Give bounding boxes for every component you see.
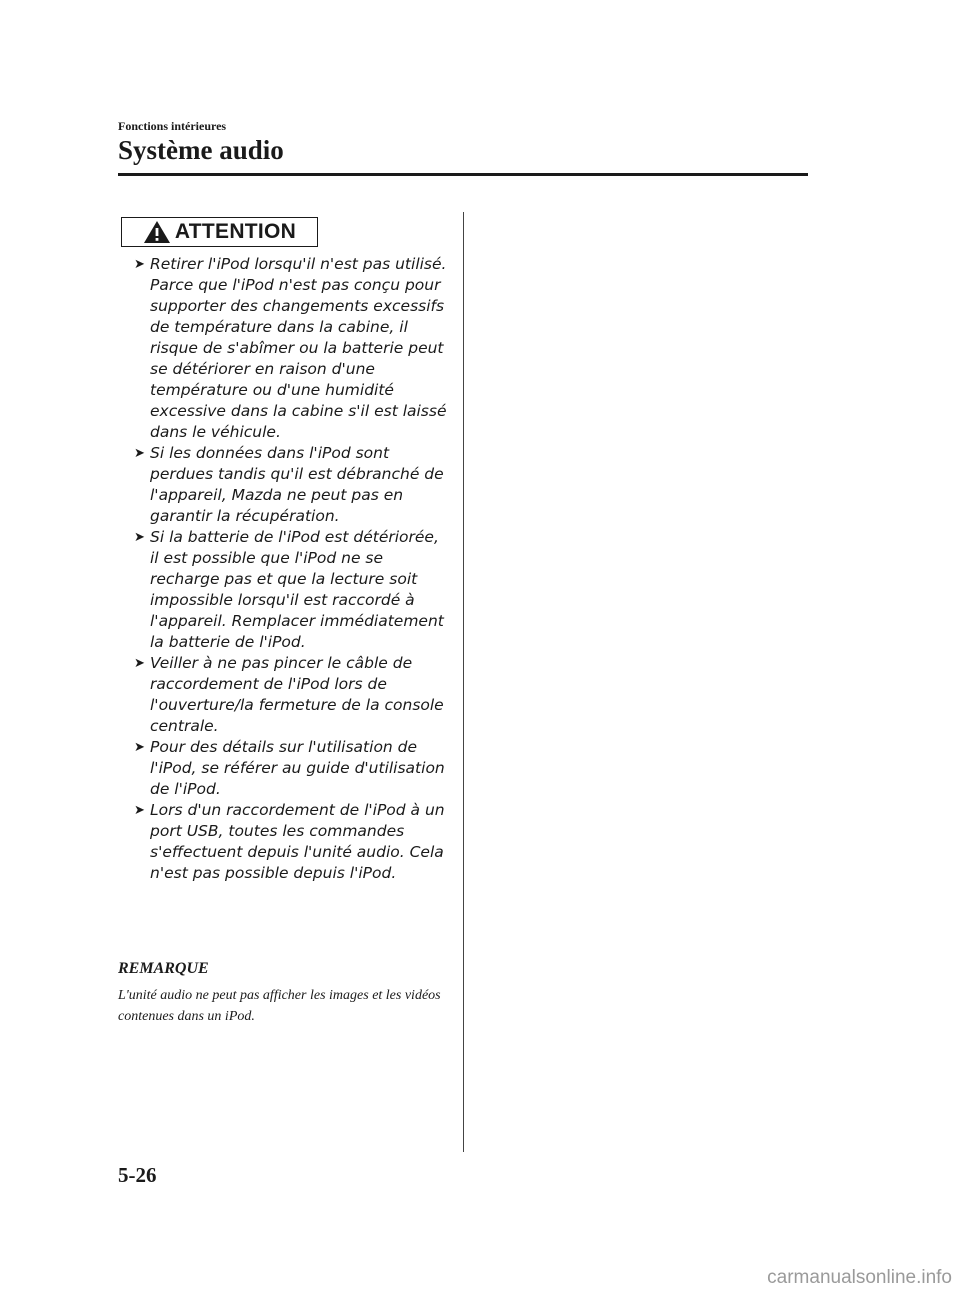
- list-item-text: Si les données dans l'iPod sont perdues tandis qu'il est débranché de l'appareil, Mazda ne peut pas en garantir la récupération.: [150, 444, 444, 525]
- list-item-text: Veiller à ne pas pincer le câble de raccordement de l'iPod lors de l'ouverture/la fermeture de la console centrale.: [150, 654, 444, 735]
- list-item-text: Retirer l'iPod lorsqu'il n'est pas utilisé. Parce que l'iPod n'est pas conçu pour supporter des changements excessifs de température dans la cabine, il risque de s'abîmer ou la batterie peut se détériorer en raison d'une température ou d'une humidité excessive dans la cabine s'il est laissé dans le véhicule.: [150, 255, 447, 441]
- list-item-text: Si la batterie de l'iPod est détériorée, il est possible que l'iPod ne se recharge pas et que la lecture soit impossible lorsqu'il est raccordé à l'appareil. Remplacer immédiatement la batterie de l'iPod.: [150, 528, 444, 651]
- arrow-bullet-icon: ➤: [134, 446, 145, 461]
- list-item: [134, 527, 450, 653]
- list-item-text: Lors d'un raccordement de l'iPod à un port USB, toutes les commandes s'effectuent depuis l'unité audio. Cela n'est pas possible depuis l'iPod.: [150, 801, 445, 882]
- arrow-bullet-icon: ➤: [134, 656, 145, 671]
- list-item-text: Pour des détails sur l'utilisation de l'iPod, se référer au guide d'utilisation de l'iPod.: [150, 738, 445, 798]
- arrow-bullet-icon: ➤: [134, 740, 145, 755]
- page-number: 5-26: [118, 1163, 157, 1187]
- list-item: [134, 653, 450, 737]
- list-item: [134, 800, 450, 884]
- list-item: [134, 443, 450, 527]
- arrow-bullet-icon: ➤: [134, 803, 145, 818]
- note-text: L'unité audio ne peut pas afficher les images et les vidéos contenues dans un iPod.: [118, 988, 441, 1024]
- column-divider: [463, 212, 464, 1152]
- arrow-bullet-icon: ➤: [134, 257, 145, 272]
- attention-label: ATTENTION: [174, 220, 297, 243]
- watermark: carmanualsonline.info: [767, 1267, 952, 1288]
- list-item: [134, 737, 450, 800]
- attention-box: [121, 217, 318, 247]
- list-item: [134, 254, 450, 443]
- note-heading: REMARQUE: [118, 960, 209, 977]
- attention-list: [134, 254, 450, 884]
- section-label: Fonctions intérieures: [118, 119, 227, 133]
- title-rule: [118, 173, 808, 176]
- arrow-bullet-icon: ➤: [134, 530, 145, 545]
- warning-triangle-icon: [143, 220, 171, 244]
- page-title: Système audio: [118, 135, 284, 165]
